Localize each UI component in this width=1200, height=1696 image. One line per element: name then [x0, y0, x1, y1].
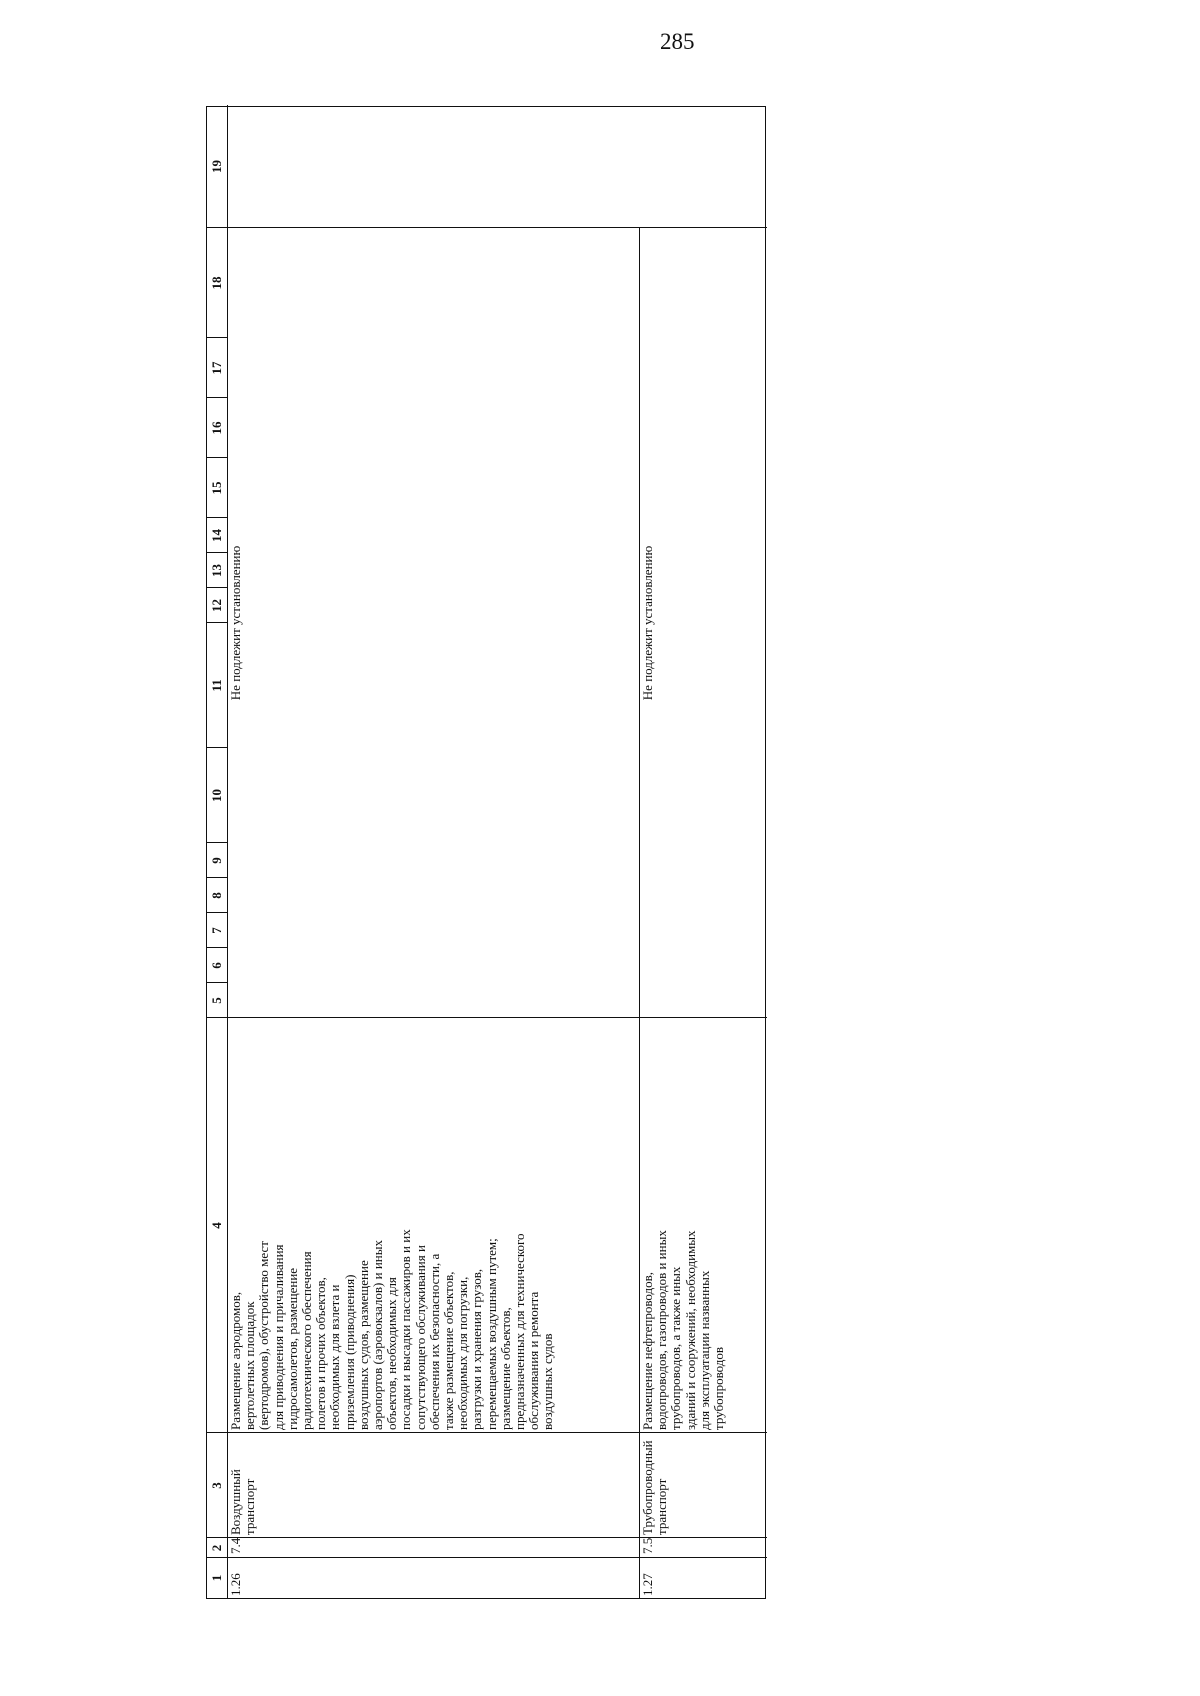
row-span-note: Не подлежит установлению: [640, 545, 655, 701]
header-col-7: 7: [209, 927, 224, 934]
col-divider: [207, 1557, 767, 1558]
header-col-10: 10: [209, 789, 224, 802]
row-description: Размещение нефтепроводов, водопроводов, газопроводов и иных трубопроводов, а также иных зданий и сооружений, необходимых для эксплуатации названных трубопроводов: [640, 1230, 727, 1430]
col-divider: [207, 1432, 767, 1433]
header-col-16: 16: [209, 421, 224, 435]
header-col-4: 4: [209, 1222, 224, 1229]
row-number: 1.26: [228, 1573, 243, 1596]
header-col-19: 19: [209, 160, 224, 173]
header-col-6: 6: [209, 962, 224, 969]
header-col-11: 11: [209, 679, 224, 692]
header-col-12: 12: [209, 599, 224, 612]
header-col-1: 1: [209, 1574, 224, 1582]
row-code: 7.5: [640, 1537, 655, 1554]
header-col-18: 18: [209, 276, 224, 290]
header-col-17: 17: [209, 361, 224, 375]
header-col-5: 5: [209, 997, 224, 1004]
col-divider: [207, 1537, 767, 1538]
land-use-table: [206, 106, 766, 1599]
rotated-table-wrapper: [206, 106, 766, 1599]
row-category: Воздушный транспорт: [228, 1469, 258, 1535]
header-col-9: 9: [209, 857, 224, 864]
header-col-2: 2: [209, 1544, 224, 1552]
header-col-15: 15: [209, 481, 224, 495]
row-number: 1.27: [640, 1573, 655, 1596]
col-divider: [207, 227, 767, 228]
header-col-8: 8: [209, 892, 224, 899]
row-description: Размещение аэродромов, вертолетных площадок (вертодромов), обустройство мест для приводнения и причаливания гидросамолетов, размещение радиотехнического обеспечения полетов и прочих объектов, необходимых для взлета и приземления (приводнения) воздушных судов, размещение аэропортов (аэровокзалов) и иных объектов, необходимых для посадки и высадки пассажиров и их сопутствующего обслуживания и обеспечения их безопасности, а также размещение объектов, необходимых для погрузки, разгрузки и хранения грузов, перемещаемых воздушным путем; размещение объектов, предназначенных для технического обслуживания и ремонта воздушных судов: [228, 1229, 556, 1430]
row-span-note: Не подлежит установлению: [228, 545, 243, 701]
row-category: Трубопроводный транспорт: [640, 1440, 670, 1535]
row-code: 7.4: [228, 1537, 243, 1554]
col-divider: [207, 1017, 767, 1018]
header-col-13: 13: [209, 564, 224, 577]
header-col-3: 3: [209, 1482, 224, 1489]
header-col-14: 14: [209, 529, 224, 542]
page-number: 285: [660, 29, 695, 54]
